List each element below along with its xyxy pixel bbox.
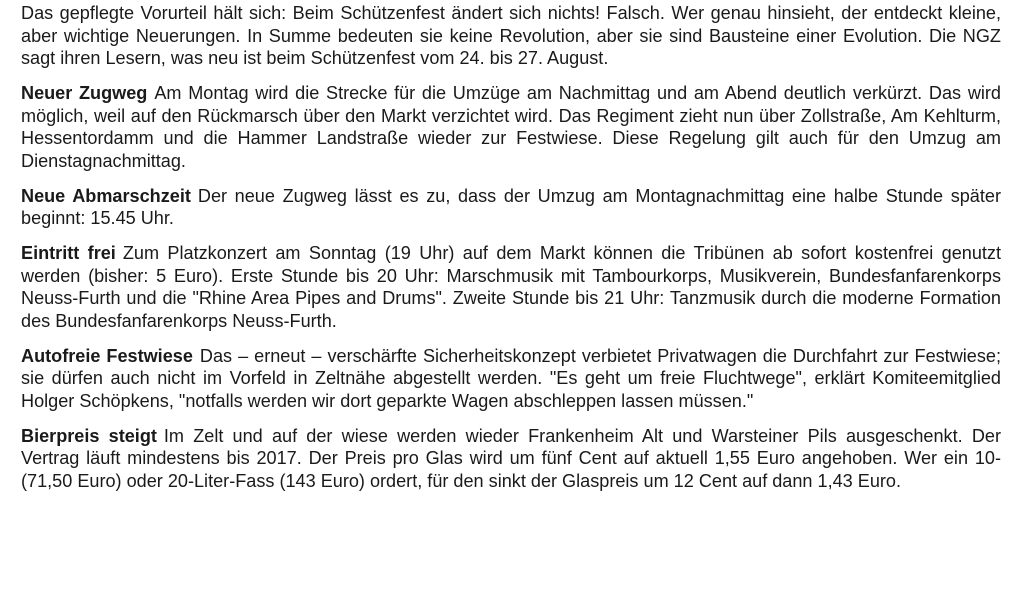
section-car-free-festival-ground: [21, 345, 1001, 413]
section-heading: Bierpreis steigt: [21, 425, 157, 446]
section-free-admission: [21, 242, 1001, 332]
section-beer-price: [21, 425, 1001, 493]
section-heading: Neue Abmarschzeit: [21, 185, 191, 206]
section-heading: Eintritt frei: [21, 243, 116, 263]
article: [21, 2, 1001, 492]
section-heading: Neuer Zugweg: [21, 83, 148, 103]
section-text: Im Zelt und auf der wiese werden wieder Frankenheim Alt und Warsteiner Pils ausgeschenkt. Der Vertrag läuft mindestens bis 2017. Der Preis pro Glas wird um fünf Cent auf aktuell 1,55 Euro angehoben. Wer ein 10- (71,50 Euro) oder 20-Liter-Fass (143 Euro) ordert, für den sinkt der Glaspreis um 12 Cent auf dann 1,43 Euro.: [21, 425, 1001, 491]
intro-paragraph: [21, 2, 1001, 70]
section-text: Am Montag wird die Strecke für die Umzüge am Nachmittag und am Abend deutlich verkürzt. Das wird möglich, weil auf den Rückmarsch über den Markt verzichtet wird. Das Regiment zieht nun über Zollstraße, Am Kehlturm, Hessentordamm und die Hammer Landstraße wieder zur Festwiese. Diese Regelung gilt auch für den Umzug am Dienstagnachmittag.: [21, 83, 1001, 171]
section-new-departure-time: [21, 185, 1001, 230]
intro-text: Das gepflegte Vorurteil hält sich: Beim Schützenfest ändert sich nichts! Falsch. Wer genau hinsieht, der entdeckt kleine, aber wichtige Neuerungen. In Summe bedeuten sie keine Revolution, aber sie sind Bausteine einer Evolution. Die NGZ sagt ihren Lesern, was neu ist beim Schützenfest vom 24. bis 27. August.: [21, 3, 1001, 68]
section-text: Das – erneut – verschärfte Sicherheitskonzept verbietet Privatwagen die Durchfahrt zur Festwiese; sie dürfen auch nicht im Vorfeld in Zeltnähe abgestellt werden. "Es geht um freie Fluchtwege", erklärt Komiteemitglied Holger Schöpkens, "notfalls werden wir dort geparkte Wagen abschleppen lassen müssen.": [21, 345, 1001, 411]
section-text: Der neue Zugweg lässt es zu, dass der Umzug am Montagnachmittag eine halbe Stunde später beginnt: 15.45 Uhr.: [21, 185, 1001, 228]
section-heading: Autofreie Festwiese: [21, 345, 193, 366]
section-new-route: [21, 82, 1001, 172]
section-text: Zum Platzkonzert am Sonntag (19 Uhr) auf dem Markt können die Tribünen ab sofort kostenfrei genutzt werden (bisher: 5 Euro). Erste Stunde bis 20 Uhr: Marschmusik mit Tambourkorps, Musikverein, Bundesfanfarenkorps Neuss-Furth und die "Rhine Area Pipes and Drums". Zweite Stunde bis 21 Uhr: Tanzmusik durch die moderne Formation des Bundesfanfarenkorps Neuss-Furth.: [21, 243, 1001, 331]
